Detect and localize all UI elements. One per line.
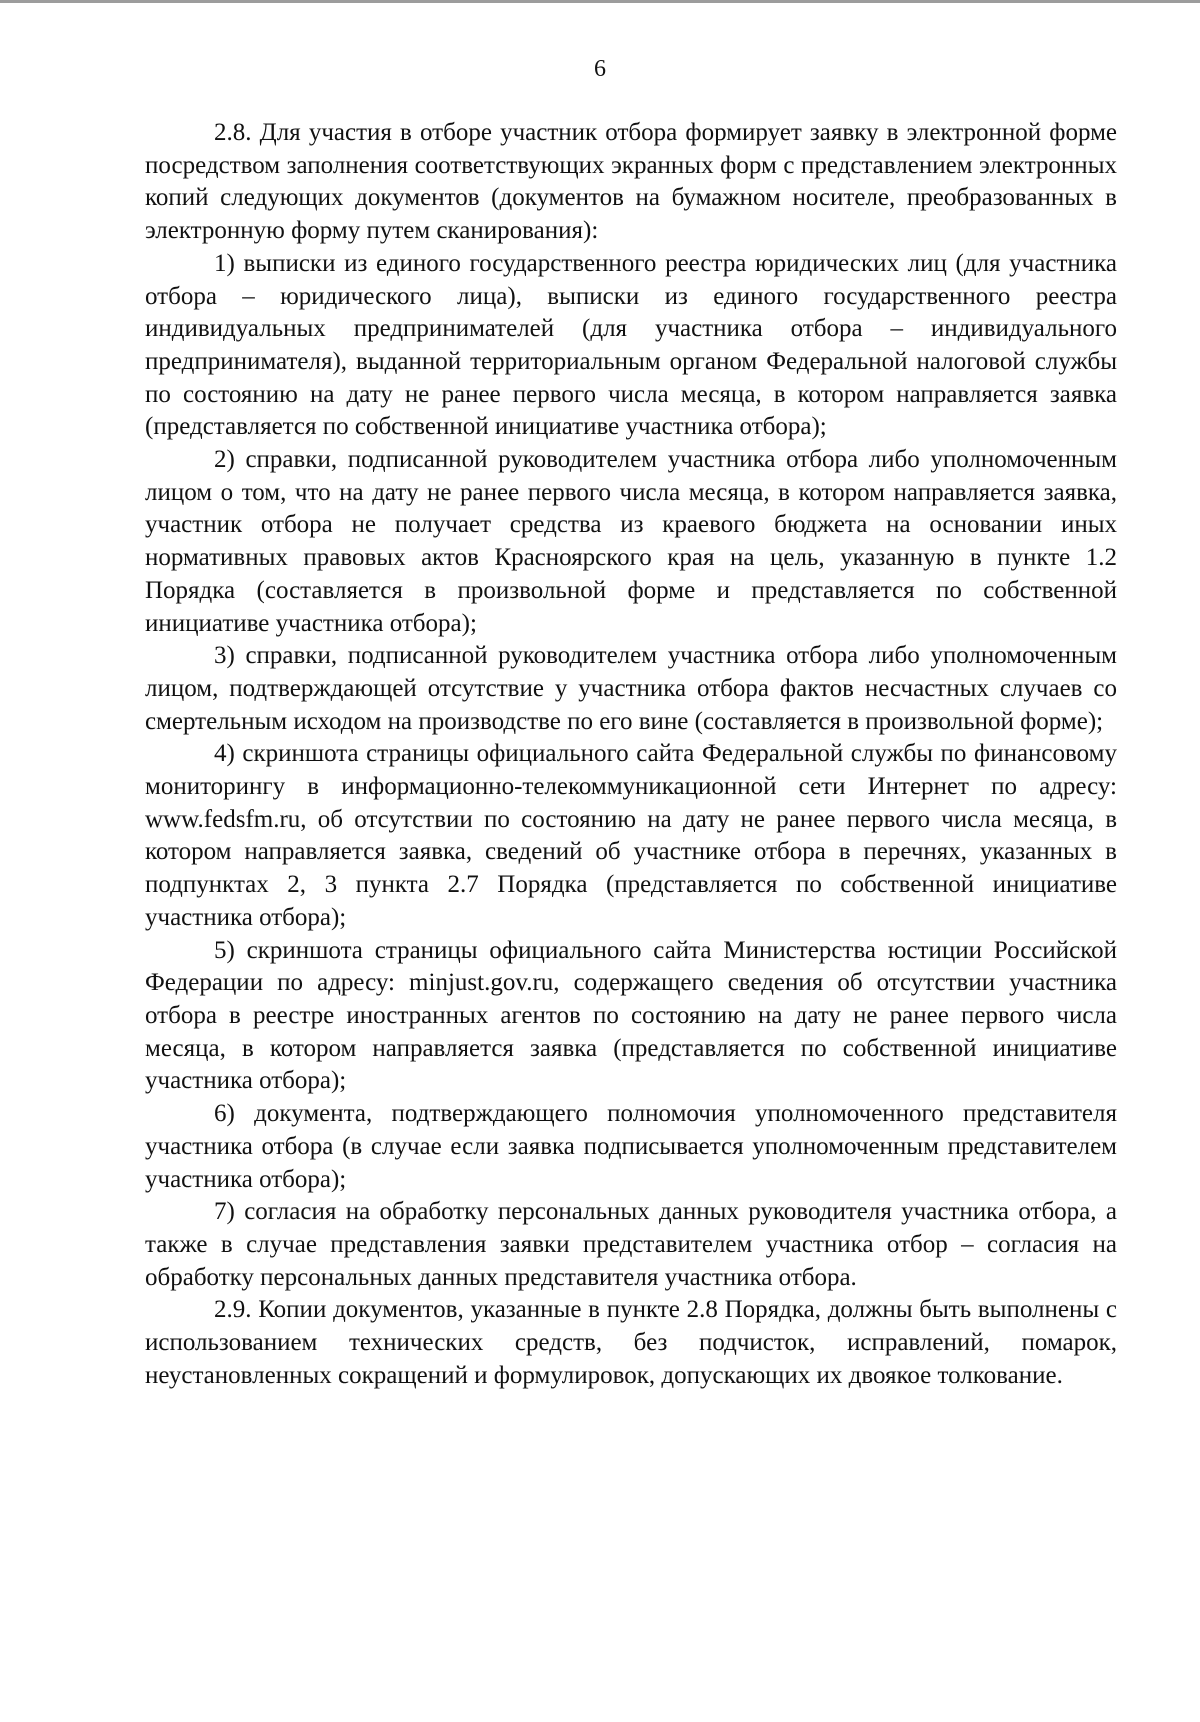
paragraph-2-8: 2.8. Для участия в отборе участник отбора формирует заявку в электронной форме посредством заполнения соответствующих экранных форм с представлением электронных копий следующих документов (документов на бумажном носителе, преобразованных в электронную форму путем сканирования): xyxy=(145,119,1117,245)
document-body xyxy=(145,117,1117,1392)
list-item-3: 3) справки, подписанной руководителем участника отбора либо уполномоченным лицом, подтверждающей отсутствие у участника отбора фактов несчастных случаев со смертельным исходом на производстве по его вине (составляется в произвольной форме); xyxy=(145,642,1117,735)
paragraph-2-9: 2.9. Копии документов, указанные в пункте 2.8 Порядка, должны быть выполнены с использованием технических средств, без подчисток, исправлений, помарок, неустановленных сокращений и формулировок, допускающих их двоякое толкование. xyxy=(145,1296,1117,1389)
list-item-5: 5) скриншота страницы официального сайта Министерства юстиции Российской Федерации по адресу: minjust.gov.ru, содержащего сведения об отсутствии участника отбора в реестре иностранных агентов по состоянию на дату не ранее первого числа месяца, в котором направляется заявка (представляется по собственной инициативе участника отбора); xyxy=(145,936,1117,1095)
list-item-1: 1) выписки из единого государственного реестра юридических лиц (для участника отбора – юридического лица), выписки из единого государственного реестра индивидуальных предпринимателей (для участника отбора – индивидуального предпринимателя), выданной территориальным органом Федеральной налоговой службы по состоянию на дату не ранее первого числа месяца, в котором направляется заявка (представляется по собственной инициативе участника отбора); xyxy=(145,249,1117,441)
list-item-6: 6) документа, подтверждающего полномочия уполномоченного представителя участника отбора (в случае если заявка подписывается уполномоченным представителем участника отбора); xyxy=(145,1100,1117,1193)
scan-top-edge xyxy=(0,0,1200,3)
list-item-2: 2) справки, подписанной руководителем участника отбора либо уполномоченным лицом о том, что на дату не ранее первого числа месяца, в котором направляется заявка, участник отбора не получает средства из краевого бюджета на основании иных нормативных правовых актов Красноярского края на цель, указанную в пункте 1.2 Порядка (составляется в произвольной форме и представляется по собственной инициативе участника отбора); xyxy=(145,446,1117,637)
list-item-4: 4) скриншота страницы официального сайта Федеральной службы по финансовому мониторингу в информационно-телекоммуникационной сети Интернет по адресу: www.fedsfm.ru, об отсутствии по состоянию на дату не ранее первого числа месяца, в котором направляется заявка, сведений об участнике отбора в перечнях, указанных в подпунктах 2, 3 пункта 2.7 Порядка (представляется по собственной инициативе участника отбора); xyxy=(145,740,1117,931)
page-number: 6 xyxy=(594,56,606,82)
list-item-7: 7) согласия на обработку персональных данных руководителя участника отбора, а также в случае представления заявки представителем участника отбор – согласия на обработку персональных данных представителя участника отбора. xyxy=(145,1198,1117,1291)
